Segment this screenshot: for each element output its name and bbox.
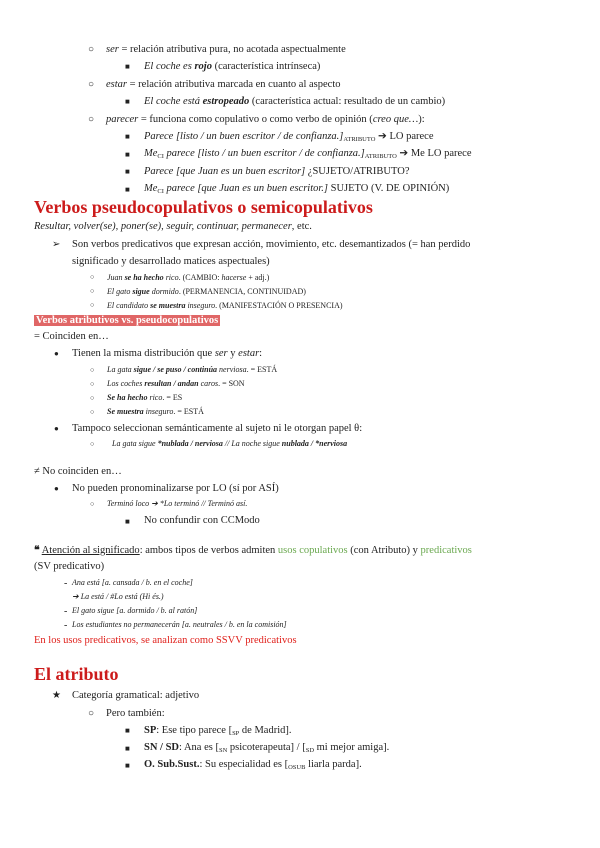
parecer-example-2: $Me_{CI}$ parece [listo / un buen escritor / de $confianza.]_{ATRIBUTO}$ ➔ Me LO parece [144,148,472,160]
verb-list: Resultar, volver(se), poner(se), seguir, continuar, permanecer, etc. [34,221,312,232]
example-gata: La gata sigue / se puso / continúa nerviosa. = ESTÁ [107,365,278,374]
square-bullet: ■ [125,726,130,735]
example-hacerse: Juan se ha hecho rico. (CAMBIO: hacerse + adj.) [107,273,270,282]
square-bullet: ■ [125,761,130,770]
square-bullet: ■ [125,97,130,106]
example-ana-pron: ➔ La está / #Lo está (Hi és.) [72,592,164,601]
circle-bullet: ○ [88,79,95,90]
ccmodo-note: No confundir con CCModo [144,515,260,526]
circle-bullet: ○ [88,708,95,719]
example-seguir: El gato sigue dormido. (PERMANENCIA, CONTINUIDAD) [107,287,306,296]
osub-line: O. Sub.Sust.: Su especialidad es [$_{OSUB}$ liarla parda]. [144,759,362,771]
parecer-example-3: Parece [que Juan es un buen escritor] ¿SUJETO/ATRIBUTO? [144,166,410,177]
no-coinciden-heading: ≠ No coinciden en… [34,466,122,477]
circle-bullet: ○ [90,380,95,388]
square-bullet: ■ [125,167,130,176]
arrow-bullet: ➢ [52,239,61,250]
example-inseguro: Se muestra inseguro. = ESTÁ [107,407,204,416]
dot-bullet: ● [54,349,59,358]
theta-line: Tampoco seleccionan semánticamente al sujeto ni le otorgan papel θ: [72,423,363,434]
tambien-line: Pero también: [106,708,165,719]
square-bullet: ■ [125,517,130,526]
circle-bullet: ○ [88,114,95,125]
parecer-example-1: Parece [listo / un buen escritor / de $confianza.]_{ATRIBUTO}$ ➔ LO parece [144,131,434,143]
example-gato: El gato sigue [a. dormido / b. al ratón] [72,606,198,615]
definition-line-2: significado y desarrollado matices aspectuales) [72,256,270,267]
dash-bullet: - [64,578,68,589]
definition-line-1: Son verbos predicativos que expresan acción, movimiento, etc. desemantizados (= han perdido [72,239,471,250]
circle-bullet: ○ [90,366,95,374]
coinciden-heading: = Coinciden en… [34,331,109,342]
ser-line: ser = relación atributiva pura, no acotada aspectualmente [106,44,346,55]
example-mostrarse: El candidato se muestra inseguro. (MANIFESTACIÓN O PRESENCIA) [107,301,343,310]
circle-bullet: ○ [90,440,95,448]
square-bullet: ■ [125,62,130,71]
section-title-vs: Verbos atributivos vs. pseudocopulativos [36,315,219,326]
quote-icon: ❝ [34,545,40,556]
dot-bullet: ● [54,424,59,433]
circle-bullet: ○ [90,273,95,281]
circle-bullet: ○ [90,500,95,508]
attention-line-2: (SV predicativo) [34,561,105,572]
example-termino: Terminó loco ➔ *Lo terminó // Terminó así. [107,499,248,508]
parecer-line: parecer = funciona como copulativo o como verbo de opinión (creo que…): [106,114,425,125]
circle-bullet: ○ [90,301,95,309]
square-bullet: ■ [125,744,130,753]
example-coches: Los coches resultan / andan caros. = SON [107,379,245,388]
dot-bullet: ● [54,484,59,493]
estar-line: estar = relación atributiva marcada en cuanto al aspecto [106,79,341,90]
example-nublada: La gata sigue *nublada / nerviosa // La noche sigue nublada / *nerviosa [112,439,348,448]
parecer-example-4: $Me_{CI}$ parece [que Juan es un buen escritor.] SUJETO (V. DE OPINIÓN) [144,183,450,195]
pronominalize-line: No pueden pronominalizarse por LO (sí por ASÍ) [72,483,279,494]
circle-bullet: ○ [90,394,95,402]
dash-bullet: - [64,620,68,631]
square-bullet: ■ [125,132,130,141]
example-rico: Se ha hecho rico. = ES [107,393,183,402]
circle-bullet: ○ [90,287,95,295]
example-estudiantes: Los estudiantes no permanecerán [a. neutrales / b. en la comisión] [72,620,287,629]
sn-line: SN / SD: Ana es [$_{SN}$ psicoterapeuta] / [$_{SD}$ mi mejor amiga]. [144,742,390,754]
attention-line: ❝ Atención al significado: ambos tipos de verbos admiten usos copulativos (con Atributo) y predicativos [34,545,472,556]
section-title-pseudocopulativos: Verbos pseudocopulativos o semicopulativos [34,197,373,217]
distribution-line: Tienen la misma distribución que ser y estar: [72,348,263,359]
predicative-note: En los usos predicativos, se analizan como SSVV predicativos [34,635,297,646]
square-bullet: ■ [125,150,130,159]
sp-line: SP: Ese tipo parece [$_{SP}$ de Madrid]. [144,725,292,737]
section-title-atributo: El atributo [34,664,119,684]
square-bullet: ■ [125,185,130,194]
dash-bullet: - [64,606,68,617]
estar-example: El coche está estropeado (característica actual: resultado de un cambio) [144,96,446,107]
ser-example: El coche es rojo (característica intrínseca) [144,61,321,72]
circle-bullet: ○ [90,408,95,416]
category-line: Categoría gramatical: adjetivo [72,690,200,701]
circle-bullet: ○ [88,44,95,55]
example-ana: Ana está [a. cansada / b. en el coche] [72,578,193,587]
star-icon: ★ [52,690,61,701]
